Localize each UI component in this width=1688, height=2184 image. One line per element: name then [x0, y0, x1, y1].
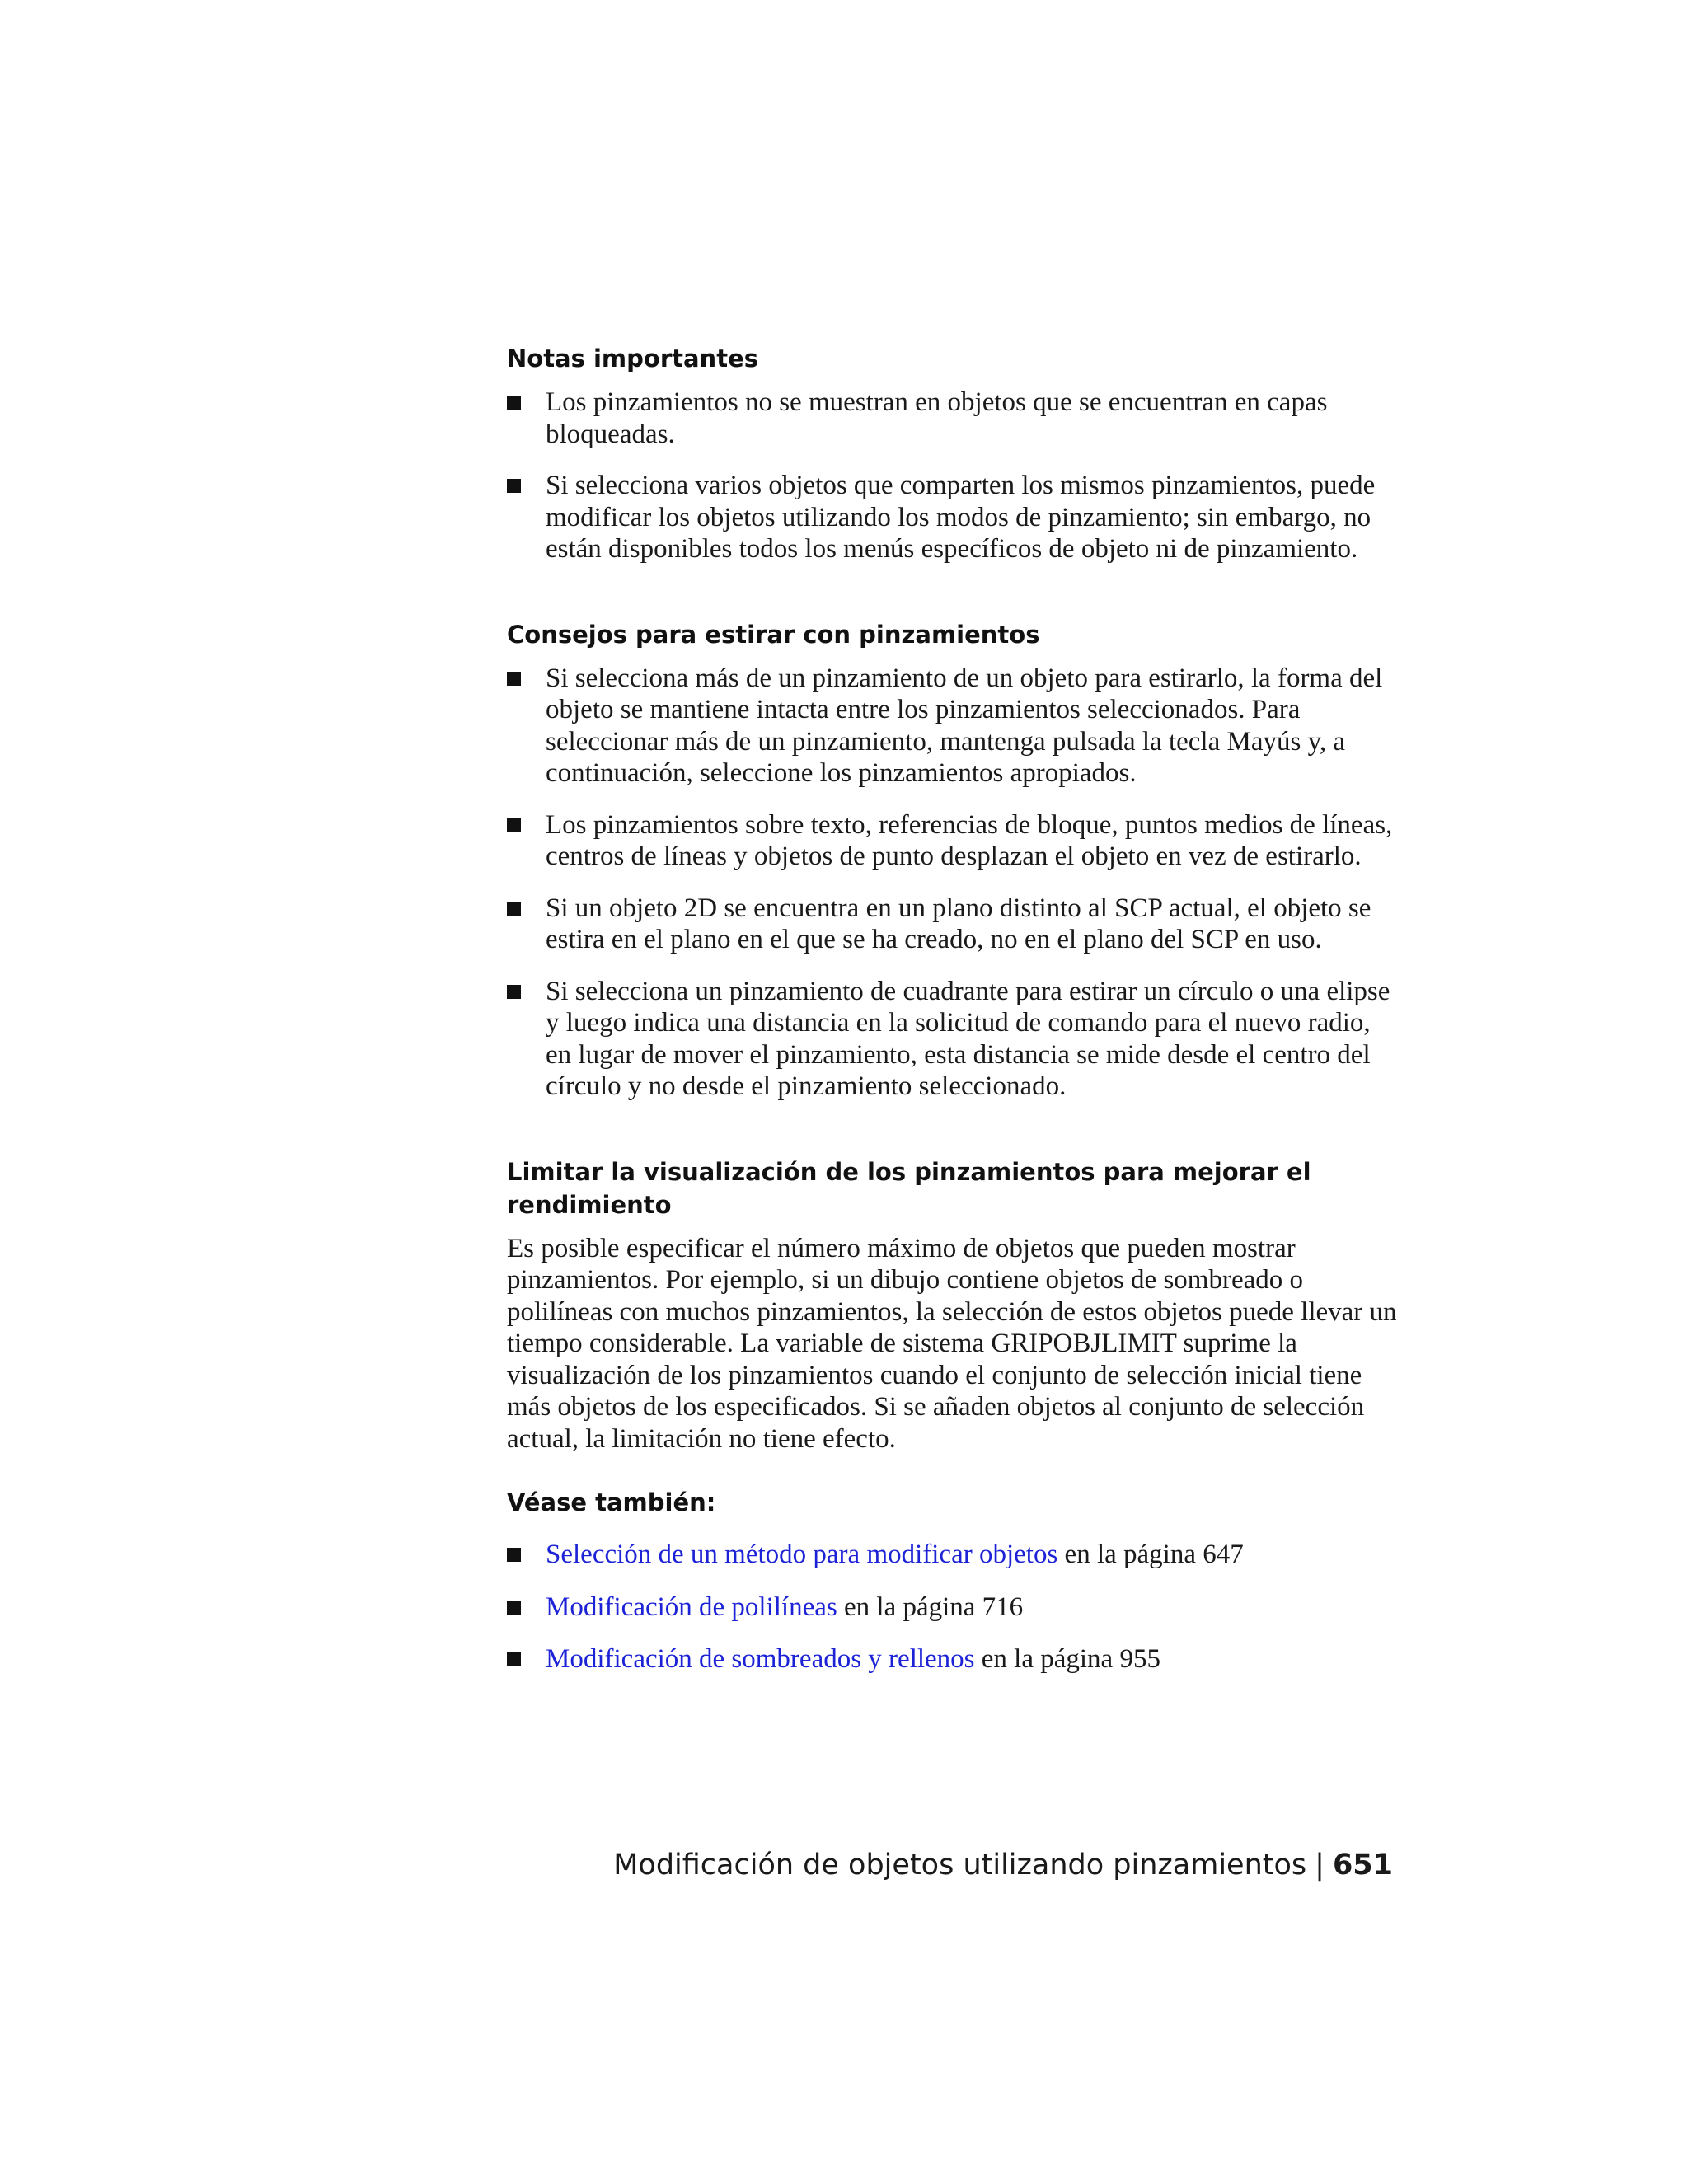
- tips-list: [507, 663, 1397, 1103]
- square-bullet-icon: [507, 396, 521, 410]
- square-bullet-icon: [507, 1601, 521, 1615]
- footer-separator: |: [1315, 1849, 1325, 1882]
- list-item: [507, 893, 1397, 956]
- list-item: [507, 976, 1397, 1103]
- page-footer: [495, 1846, 1393, 1884]
- list-item: [507, 1539, 1397, 1571]
- link-modificacion-polilineas[interactable]: Modificación de polilíneas: [546, 1591, 837, 1622]
- tips-section: [507, 618, 1397, 1103]
- square-bullet-icon: [507, 479, 521, 493]
- see-also-section: [507, 1486, 1397, 1675]
- notes-heading: Notas importantes: [507, 344, 758, 373]
- notes-section: [507, 342, 1397, 565]
- list-item-text: Los pinzamientos no se muestran en objetos que se encuentran en capas bloqueadas.: [546, 387, 1328, 449]
- see-also-heading: Véase también:: [507, 1488, 716, 1516]
- notes-list: [507, 387, 1397, 565]
- square-bullet-icon: [507, 1548, 521, 1562]
- list-item-text: Si selecciona un pinzamiento de cuadrante para estirar un círculo o una elipse y luego indica una distancia en la solicitud de comando para el nuevo radio, en lugar de mover el pinzamiento, esta distancia se mide desde el centro del círculo y no desde el pinzamiento seleccionado.: [546, 976, 1390, 1101]
- list-item: [507, 1643, 1397, 1675]
- footer-title: Modificación de objetos utilizando pinzamientos: [613, 1849, 1307, 1882]
- limit-heading: Limitar la visualización de los pinzamientos para mejorar el rendimiento: [507, 1157, 1311, 1219]
- page-content: [507, 342, 1397, 1696]
- square-bullet-icon: [507, 672, 521, 686]
- list-item-text: Los pinzamientos sobre texto, referencias de bloque, puntos medios de líneas, centros de líneas y objetos de punto desplazan el objeto en vez de estirarlo.: [546, 809, 1393, 871]
- tips-heading: Consejos para estirar con pinzamientos: [507, 620, 1040, 649]
- see-also-list: [507, 1539, 1397, 1675]
- limit-paragraph: Es posible especificar el número máximo de objetos que pueden mostrar pinzamientos. Por ejemplo, si un dibujo contiene objetos de sombreado o polilíneas con muchos pinzamientos, la selección de estos objetos puede llevar un tiempo considerable. La variable de sistema GRIPOBJLIMIT suprime la visualización de los pinzamientos cuando el conjunto de selección inicial tiene más objetos de los especificados. Si se añaden objetos al conjunto de selección actual, la limitación no tiene efecto.: [507, 1233, 1397, 1454]
- page-reference: en la página 955: [974, 1644, 1160, 1674]
- list-item: [507, 387, 1397, 450]
- list-item-text: Si selecciona varios objetos que comparten los mismos pinzamientos, puede modificar los objetos utilizando los modos de pinzamiento; sin embargo, no están disponibles todos los menús específicos de objeto ni de pinzamiento.: [546, 471, 1376, 564]
- square-bullet-icon: [507, 1652, 521, 1666]
- list-item-text: Si un objeto 2D se encuentra en un plano distinto al SCP actual, el objeto se estira en el plano en el que se ha creado, no en el plano del SCP en uso.: [546, 893, 1372, 954]
- link-seleccion-metodo[interactable]: Selección de un método para modificar objetos: [546, 1540, 1058, 1569]
- link-modificacion-sombreados[interactable]: Modificación de sombreados y rellenos: [546, 1644, 975, 1674]
- page-number: 651: [1332, 1849, 1393, 1882]
- page-reference: en la página 716: [837, 1591, 1024, 1622]
- list-item: [507, 1591, 1397, 1624]
- square-bullet-icon: [507, 818, 521, 832]
- list-item: [507, 663, 1397, 790]
- square-bullet-icon: [507, 985, 521, 999]
- limit-section: [507, 1155, 1397, 1455]
- list-item: [507, 809, 1397, 873]
- list-item-text: Si selecciona más de un pinzamiento de un objeto para estirarlo, la forma del objeto se mantiene intacta entre los pinzamientos seleccionados. Para seleccionar más de un pinzamiento, mantenga pulsada la tecla Mayús y, a continuación, seleccione los pinzamientos apropiados.: [546, 663, 1383, 788]
- square-bullet-icon: [507, 902, 521, 916]
- page-reference: en la página 647: [1057, 1540, 1244, 1569]
- list-item: [507, 470, 1397, 565]
